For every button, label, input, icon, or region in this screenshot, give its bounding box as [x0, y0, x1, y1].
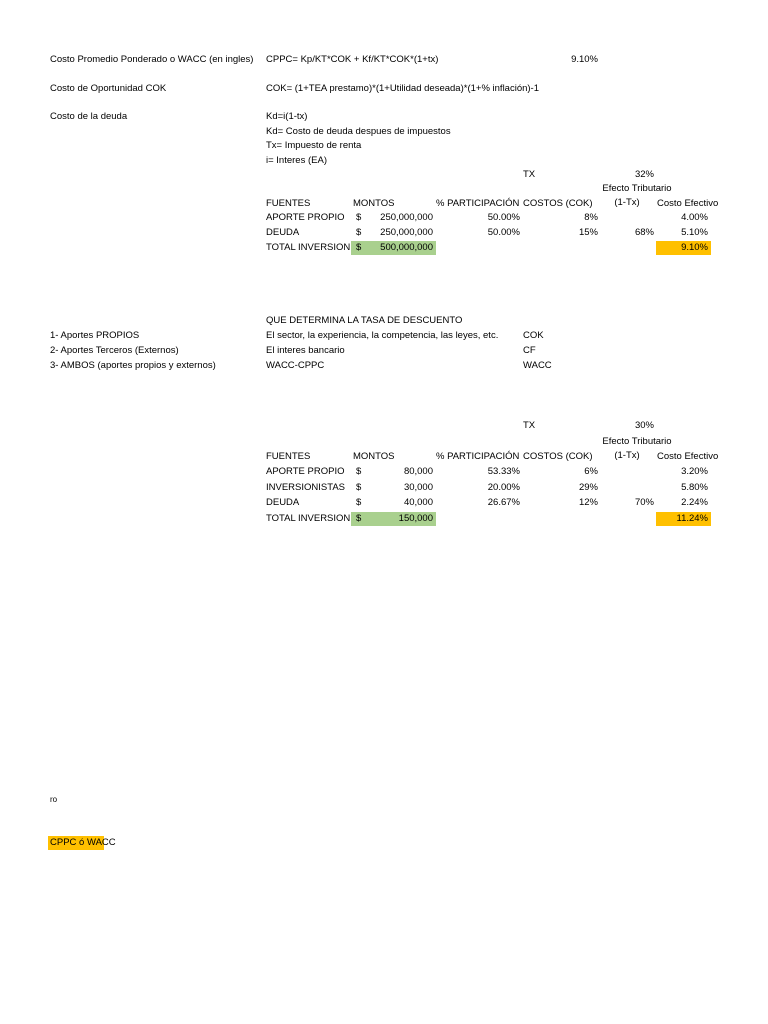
tasa-item-right: COK	[523, 330, 544, 341]
tx-label: TX	[523, 420, 536, 431]
cell-costo: 15%	[578, 227, 598, 238]
efecto-tributario-label: Efecto Tributario	[602, 183, 672, 194]
cell-fuente: INVERSIONISTAS	[266, 482, 346, 493]
cell-efecto: 68%	[634, 227, 654, 238]
cell-participacion: 26.67%	[487, 497, 520, 508]
tasa-item-left: 1- Aportes PROPIOS	[50, 330, 140, 341]
formula-cppc-result: 9.10%	[571, 54, 598, 65]
tasa-item-left: 3- AMBOS (aportes propios y externos)	[50, 360, 216, 371]
tasa-item-mid: El sector, la experiencia, la competencia, las leyes, etc.	[266, 330, 499, 341]
total-label: TOTAL INVERSION	[266, 242, 351, 253]
efecto-tributario-sub: (1-Tx)	[614, 197, 640, 208]
cell-monto: 40,000	[403, 497, 433, 508]
tasa-title: QUE DETERMINA LA TASA DE DESCUENTO	[266, 315, 463, 326]
header-costo-efectivo: Costo Efectivo	[657, 198, 719, 209]
formula-i-def: i= Interes (EA)	[266, 155, 327, 166]
formula-cppc: CPPC= Kp/KT*COK + Kf/KT*COK*(1+tx)	[266, 54, 439, 65]
cell-monto: 30,000	[403, 482, 433, 493]
tx-value: 30%	[634, 420, 654, 431]
formula-kd-def: Kd= Costo de deuda despues de impuestos	[266, 126, 451, 137]
cell-costo-efectivo: 3.20%	[681, 466, 708, 477]
cell-costo: 12%	[578, 497, 598, 508]
total-label: TOTAL INVERSION	[266, 513, 351, 524]
tasa-item-right: WACC	[523, 360, 552, 371]
cell-currency: $	[356, 242, 362, 253]
cell-costo: 29%	[578, 482, 598, 493]
cell-fuente: DEUDA	[266, 227, 300, 238]
tx-label: TX	[523, 169, 536, 180]
cell-participacion: 50.00%	[487, 227, 520, 238]
label-cok: Costo de Oportunidad COK	[50, 83, 167, 94]
header-fuentes: FUENTES	[266, 198, 311, 209]
cell-currency: $	[356, 212, 362, 223]
header-montos: MONTOS	[353, 451, 395, 462]
formula-tx-def: Tx= Impuesto de renta	[266, 140, 362, 151]
cell-fuente: APORTE PROPIO	[266, 212, 345, 223]
efecto-tributario-sub: (1-Tx)	[614, 450, 640, 461]
cell-monto: 250,000,000	[380, 212, 433, 223]
header-montos: MONTOS	[353, 198, 395, 209]
formula-cok: COK= (1+TEA prestamo)*(1+Utilidad deseada)*(1+% inflación)-1	[266, 83, 539, 94]
cell-costo-efectivo: 2.24%	[681, 497, 708, 508]
cell-participacion: 50.00%	[487, 212, 520, 223]
efecto-tributario-label: Efecto Tributario	[602, 436, 672, 447]
cell-fuente: APORTE PROPIO	[266, 466, 345, 477]
cell-costo: 8%	[584, 212, 598, 223]
cell-currency: $	[356, 482, 362, 493]
cell-participacion: 20.00%	[487, 482, 520, 493]
total-costo-efectivo: 9.10%	[681, 242, 708, 253]
tasa-item-mid: WACC-CPPC	[266, 360, 325, 371]
header-costo-efectivo: Costo Efectivo	[657, 451, 719, 462]
cell-fuente: DEUDA	[266, 497, 300, 508]
cell-costo: 6%	[584, 466, 598, 477]
cell-currency: $	[356, 513, 362, 524]
tasa-item-left: 2- Aportes Terceros (Externos)	[50, 345, 179, 356]
cell-monto: 80,000	[403, 466, 433, 477]
cell-participacion: 53.33%	[487, 466, 520, 477]
header-costos: COSTOS (COK)	[523, 198, 593, 209]
cell-currency: $	[356, 497, 362, 508]
cell-costo-efectivo: 4.00%	[681, 212, 708, 223]
cell-currency: $	[356, 466, 362, 477]
header-costos: COSTOS (COK)	[523, 451, 593, 462]
total-monto: 150,000	[398, 513, 433, 524]
total-costo-efectivo: 11.24%	[676, 513, 708, 524]
cell-costo-efectivo: 5.10%	[681, 227, 708, 238]
header-fuentes: FUENTES	[266, 451, 311, 462]
label-wacc: Costo Promedio Ponderado o WACC (en ingles)	[50, 54, 254, 65]
tasa-item-right: CF	[523, 345, 536, 356]
tasa-item-mid: El interes bancario	[266, 345, 345, 356]
header-participacion: % PARTICIPACIÓN	[436, 451, 520, 462]
clipped-text-fragment: ro	[50, 795, 58, 804]
cell-efecto: 70%	[634, 497, 654, 508]
cppc-wacc-badge: CPPC ó WACC	[50, 837, 116, 848]
header-participacion: % PARTICIPACIÓN	[436, 198, 520, 209]
label-costo-deuda: Costo de la deuda	[50, 111, 128, 122]
total-monto: 500,000,000	[380, 242, 433, 253]
cell-costo-efectivo: 5.80%	[681, 482, 708, 493]
tx-value: 32%	[634, 169, 654, 180]
cell-monto: 250,000,000	[380, 227, 433, 238]
cell-currency: $	[356, 227, 362, 238]
formula-kd: Kd=i(1-tx)	[266, 111, 308, 122]
